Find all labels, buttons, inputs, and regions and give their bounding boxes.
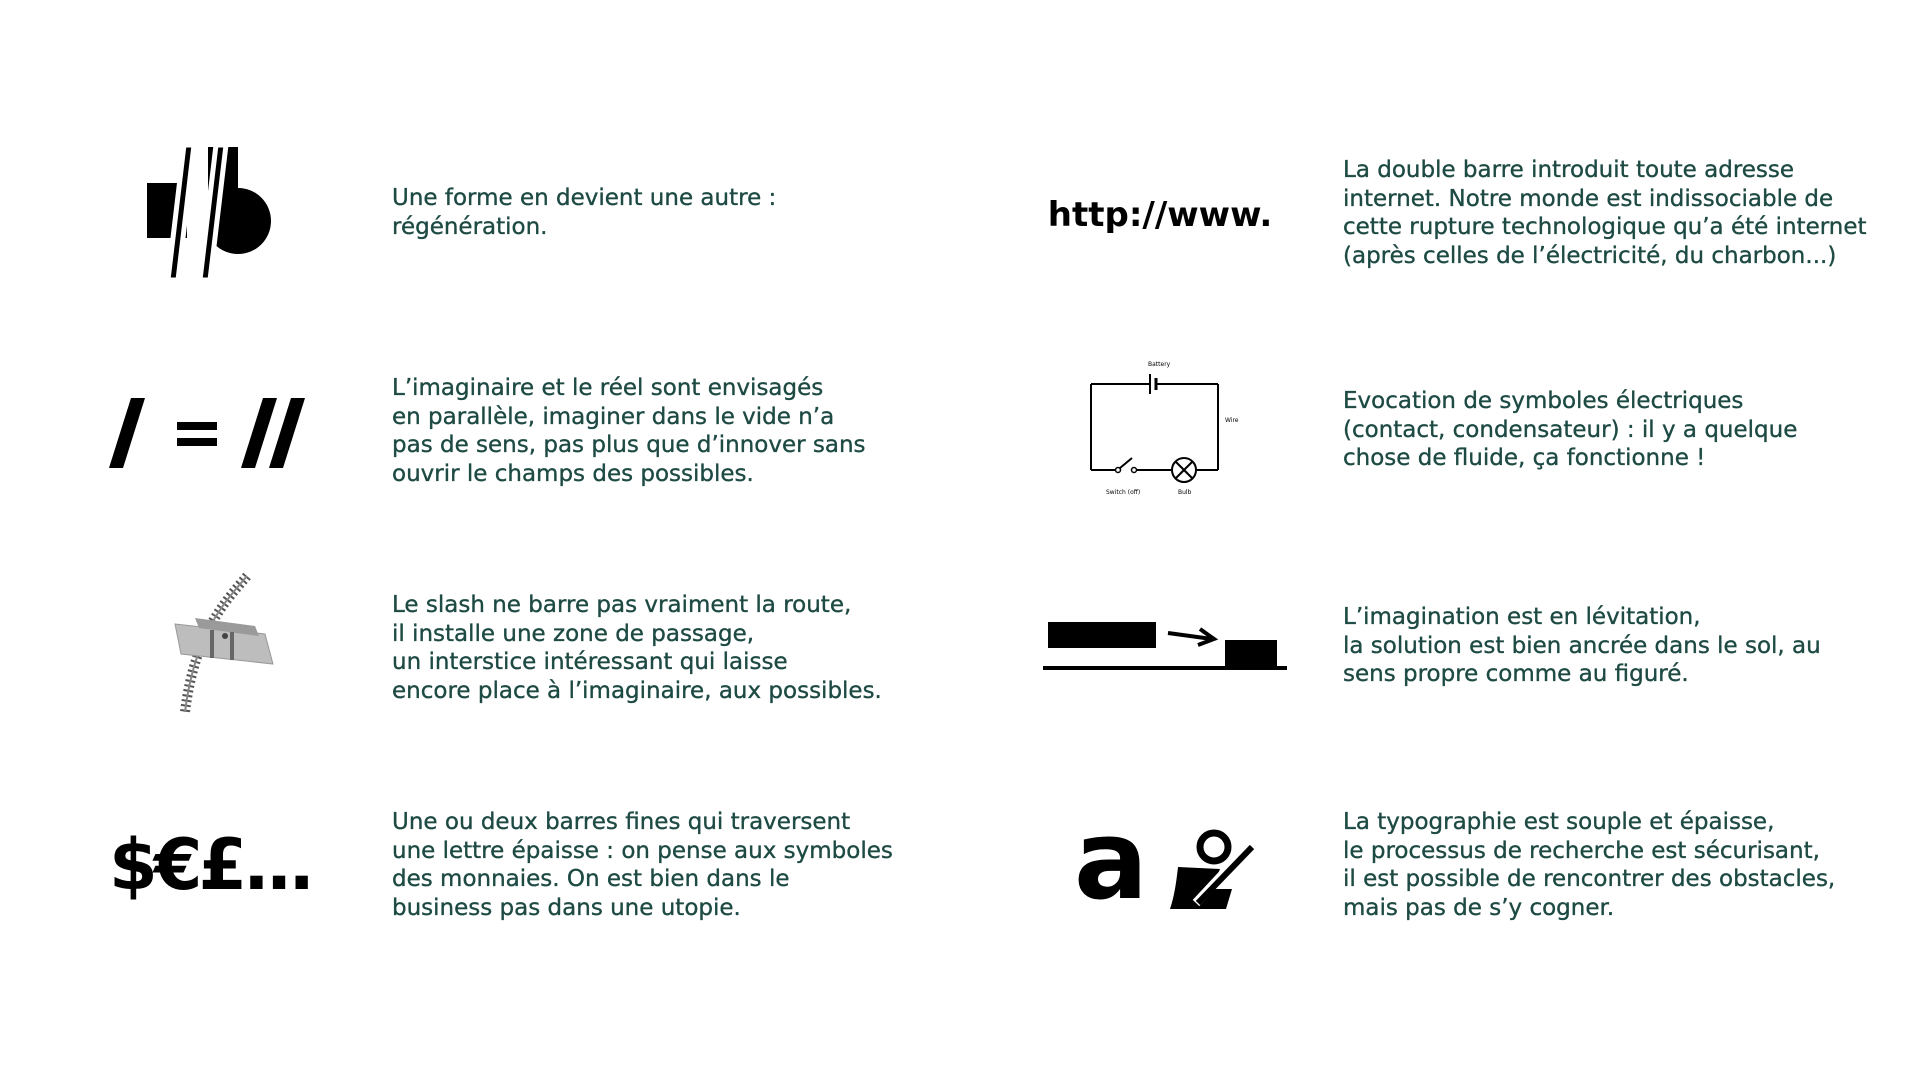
text-line: ouvrir le champs des possibles. — [392, 460, 754, 487]
text-line: encore place à l’imaginaire, aux possibles. — [392, 677, 882, 704]
text-line: le processus de recherche est sécurisant, — [1343, 837, 1820, 864]
electric-circuit-icon — [1088, 358, 1248, 498]
text-line: une lettre épaisse : on pense aux symboles — [392, 837, 893, 864]
text-line: sens propre comme au figuré. — [1343, 661, 1689, 687]
slash-form-regeneration-icon — [140, 145, 275, 280]
levitation-block-arrow-icon — [1040, 615, 1290, 675]
text-line: (contact, condensateur) : il y a quelque — [1343, 416, 1798, 443]
switch-label: Switch (off) — [1106, 489, 1141, 496]
text-line: La double barre introduit toute adresse — [1343, 157, 1795, 183]
railway-crossing-icon — [155, 572, 295, 717]
item-4-description — [392, 808, 893, 922]
text-line: L’imagination est en lévitation, — [1343, 604, 1701, 630]
text-line: en parallèle, imaginer dans le vide n’a — [392, 403, 835, 430]
item-8-description — [1343, 808, 1835, 922]
text-line: (après celles de l’électricité, du charbon...) — [1343, 242, 1837, 269]
text-line: Une forme en devient une autre : — [392, 185, 777, 211]
item-3-description — [392, 591, 882, 705]
currency-symbols-icon — [100, 820, 320, 910]
item-7-description — [1343, 603, 1821, 689]
letter-a-seatbelt-icon — [1060, 796, 1270, 925]
item-1-description — [392, 184, 776, 241]
text-line: il installe une zone de passage, — [392, 620, 755, 647]
text-line: il est possible de rencontrer des obstacles, — [1343, 866, 1836, 892]
text-line: un interstice intéressant qui laisse — [392, 649, 788, 675]
text-line: L’imaginaire et le réel sont envisagés — [392, 375, 824, 401]
seatbelt-icon — [1156, 825, 1256, 915]
text-line: chose de fluide, ça fonctionne ! — [1343, 445, 1706, 471]
battery-label: Battery — [1148, 361, 1171, 368]
item-6-description — [1343, 387, 1797, 473]
item-5-description — [1343, 156, 1867, 270]
wire-label: Wire — [1225, 417, 1239, 424]
text-line: Une ou deux barres fines qui traversent — [392, 809, 851, 835]
text-line: des monnaies. On est bien dans le — [392, 866, 790, 892]
text-line: business pas dans une utopie. — [392, 894, 741, 921]
bulb-label: Bulb — [1178, 489, 1192, 496]
text-line: mais pas de s’y cogner. — [1343, 894, 1615, 921]
currency-symbols-text: $€£... — [109, 824, 311, 906]
item-2-description — [392, 374, 866, 488]
text-line: cette rupture technologique qu’a été internet — [1343, 214, 1867, 240]
http-www-icon — [1047, 190, 1273, 240]
text-line: Le slash ne barre pas vraiment la route, — [392, 592, 852, 618]
text-line: Evocation de symboles électriques — [1343, 388, 1744, 414]
http-www-text: http://www. — [1047, 195, 1273, 235]
slash-equals-double-slash-icon — [105, 390, 315, 480]
text-line: internet. Notre monde est indissociable de — [1343, 185, 1834, 212]
text-line: régénération. — [392, 213, 548, 240]
text-line: La typographie est souple et épaisse, — [1343, 809, 1775, 835]
text-line: pas de sens, pas plus que d’innover sans — [392, 432, 866, 458]
text-line: la solution est bien ancrée dans le sol, au — [1343, 632, 1821, 659]
letter-a-glyph: a — [1073, 796, 1149, 924]
